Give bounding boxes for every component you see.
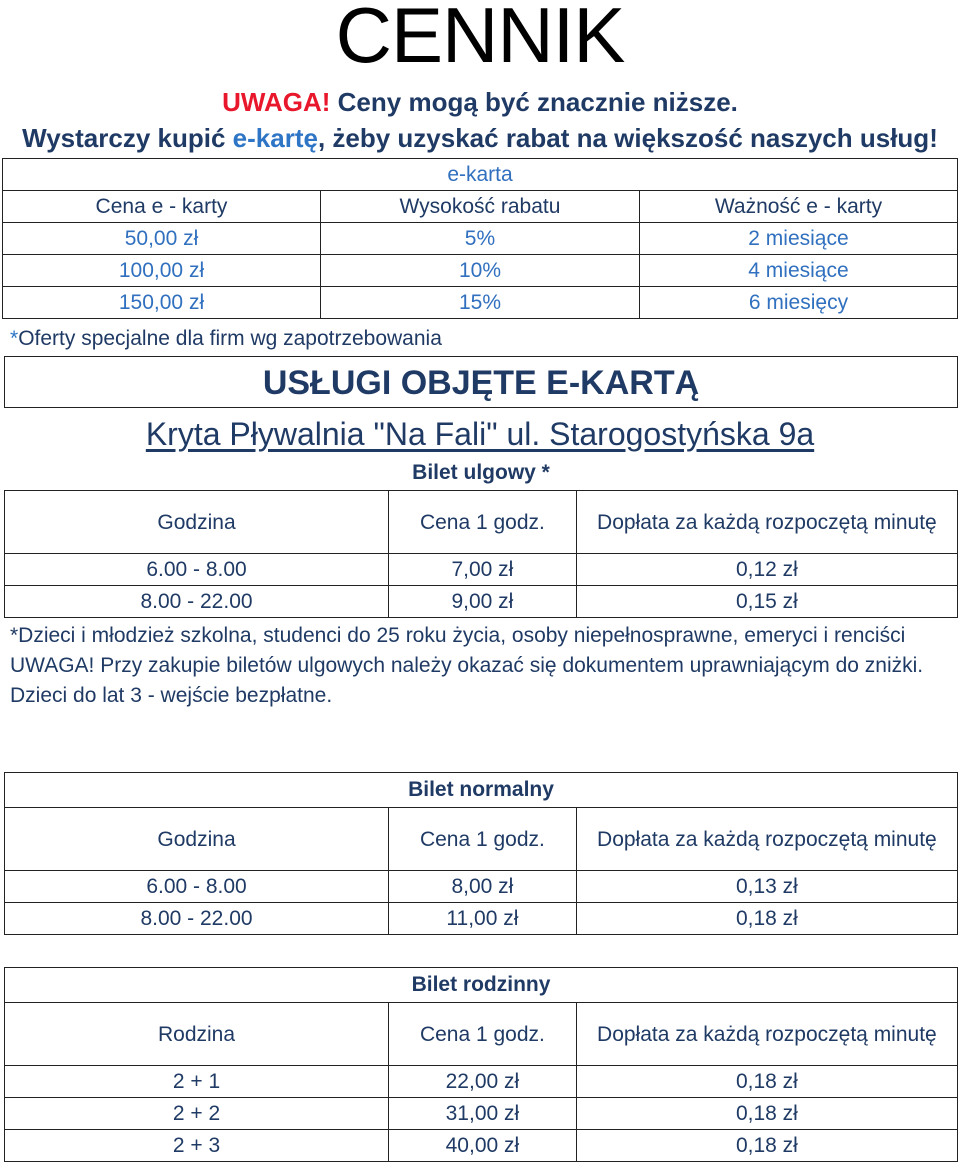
note-children: Dzieci do lat 3 - wejście bezpłatne. xyxy=(10,684,333,707)
pool-name xyxy=(0,412,960,456)
ekarta-note-text: Oferty specjalne dla firm wg zapotrzebowania xyxy=(18,327,442,350)
ekarta-header-discount: Wysokość rabatu xyxy=(321,191,640,223)
ekarta-validity: 2 miesiące xyxy=(639,223,957,255)
warning-uwaga: UWAGA! xyxy=(222,87,331,117)
asterisk: * xyxy=(10,327,19,350)
ekarta-header-price: Cena e - karty xyxy=(3,191,321,223)
ekarta-price: 100,00 zł xyxy=(3,255,321,287)
pool-name-text: Kryta Pływalnia "Na Fali" ul. Starogostyńska 9a xyxy=(145,416,815,452)
surcharge: 0,12 zł xyxy=(576,554,957,586)
note-eligibility: *Dzieci i młodzież szkolna, studenci do 25 roku życia, osoby niepełnosprawne, emeryci i renciści xyxy=(10,624,906,647)
col-header-price: Cena 1 godz. xyxy=(389,808,577,871)
table-row xyxy=(3,223,958,255)
surcharge: 0,18 zł xyxy=(576,1098,957,1130)
price: 9,00 zł xyxy=(389,586,577,618)
col-header-hour: Godzina xyxy=(5,491,389,554)
surcharge: 0,15 zł xyxy=(576,586,957,618)
table-row xyxy=(5,871,958,903)
family-size: 2 + 3 xyxy=(5,1130,389,1162)
table-row xyxy=(3,255,958,287)
warning-line-2 xyxy=(0,122,960,154)
table-row xyxy=(5,1130,958,1162)
ekarta-discount: 5% xyxy=(321,223,640,255)
table-row xyxy=(5,554,958,586)
table-row xyxy=(5,1098,958,1130)
ekarta-note xyxy=(10,324,442,354)
ekarta-validity: 4 miesiące xyxy=(639,255,957,287)
col-header-surcharge: Dopłata za każdą rozpoczętą minutę xyxy=(576,808,957,871)
warning-text: Ceny mogą być znacznie niższe. xyxy=(330,87,738,117)
col-header-surcharge: Dopłata za każdą rozpoczętą minutę xyxy=(576,1003,957,1066)
ekarta-price: 150,00 zł xyxy=(3,287,321,319)
warning-line-1 xyxy=(0,86,960,118)
price: 22,00 zł xyxy=(389,1066,577,1098)
services-header: USŁUGI OBJĘTE E-KARTĄ xyxy=(4,356,958,408)
table-row xyxy=(5,1066,958,1098)
ekarta-link: e-kartę xyxy=(232,123,318,153)
price: 31,00 zł xyxy=(389,1098,577,1130)
ekarta-header-validity: Ważność e - karty xyxy=(639,191,957,223)
ekarta-validity: 6 miesięcy xyxy=(639,287,957,319)
reduced-ticket-title: Bilet ulgowy * xyxy=(412,461,550,484)
family-ticket-table xyxy=(4,967,958,1162)
price: 8,00 zł xyxy=(389,871,577,903)
col-header-price: Cena 1 godz. xyxy=(389,491,577,554)
surcharge: 0,18 zł xyxy=(576,1130,957,1162)
warning-text-b: , żeby uzyskać rabat na większość naszych usług! xyxy=(317,123,938,153)
ekarta-price: 50,00 zł xyxy=(3,223,321,255)
surcharge: 0,13 zł xyxy=(576,871,957,903)
price: 11,00 zł xyxy=(389,903,577,935)
normal-ticket-title: Bilet normalny xyxy=(5,773,958,808)
normal-ticket-table xyxy=(4,772,958,935)
col-header-price: Cena 1 godz. xyxy=(389,1003,577,1066)
hour-range: 6.00 - 8.00 xyxy=(5,554,389,586)
family-size: 2 + 1 xyxy=(5,1066,389,1098)
family-ticket-title: Bilet rodzinny xyxy=(5,968,958,1003)
ekarta-discount: 15% xyxy=(321,287,640,319)
ekarta-discount: 10% xyxy=(321,255,640,287)
surcharge: 0,18 zł xyxy=(576,1066,957,1098)
family-size: 2 + 2 xyxy=(5,1098,389,1130)
col-header-family: Rodzina xyxy=(5,1003,389,1066)
table-row xyxy=(3,287,958,319)
hour-range: 6.00 - 8.00 xyxy=(5,871,389,903)
price: 40,00 zł xyxy=(389,1130,577,1162)
table-row xyxy=(5,903,958,935)
ekarta-title: e-karta xyxy=(3,159,958,191)
hour-range: 8.00 - 22.00 xyxy=(5,903,389,935)
col-header-surcharge: Dopłata za każdą rozpoczętą minutę xyxy=(576,491,957,554)
table-row xyxy=(5,586,958,618)
col-header-hour: Godzina xyxy=(5,808,389,871)
hour-range: 8.00 - 22.00 xyxy=(5,586,389,618)
surcharge: 0,18 zł xyxy=(576,903,957,935)
notes xyxy=(10,621,950,711)
reduced-ticket-table xyxy=(4,456,958,618)
price: 7,00 zł xyxy=(389,554,577,586)
note-document: UWAGA! Przy zakupie biletów ulgowych należy okazać się dokumentem uprawniającym do zniżki. xyxy=(10,654,924,677)
ekarta-table xyxy=(2,158,958,319)
page-title: CENNIK xyxy=(335,0,625,79)
warning-text-a: Wystarczy kupić xyxy=(22,123,233,153)
